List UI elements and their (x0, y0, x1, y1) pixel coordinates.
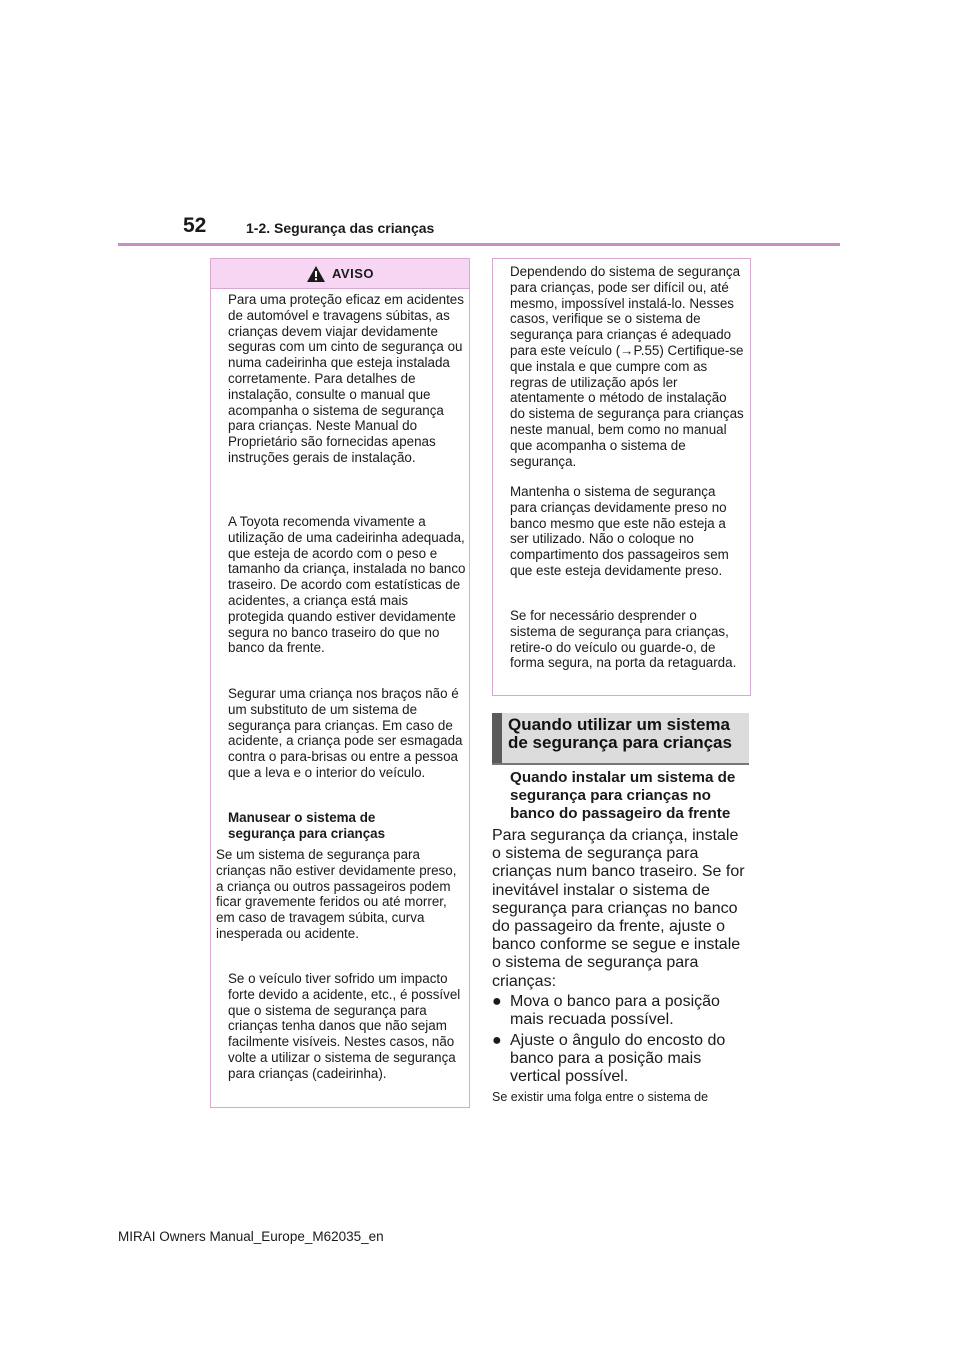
continuation-paragraph-3: Se for necessário desprender o sistema de segurança para crianças, retire-o do veículo ou guarde-o, de forma segura, na porta da retaguarda. (510, 608, 737, 671)
section-heading-rule (492, 763, 749, 765)
page-number: 52 (183, 214, 207, 237)
continuation-paragraph-2: Mantenha o sistema de segurança para crianças devidamente preso no banco mesmo que este não esteja a ser utilizado. Não o coloque no compartimento dos passageiros sem que este esteja devidamente preso. (510, 484, 729, 578)
warning-paragraph-2: A Toyota recomenda vivamente a utilização de uma cadeirinha adequada, que esteja de acordo com o peso e tamanho da criança, instalada no banco traseiro. De acordo com estatísticas de acidentes, a criança está mais protegida quando estiver devidamente segura no banco traseiro do que no banco da frente. (228, 514, 466, 656)
warning-paragraph-5: Se o veículo tiver sofrido um impacto forte devido a acidente, etc., é possível que o sistema de segurança para crianças tenha danos que não sejam facilmente visíveis. Nestes casos, não volte a utilizar o sistema de segurança para crianças (cadeirinha). (228, 971, 461, 1081)
warning-triangle-icon (306, 265, 326, 283)
warning-paragraph-4: Se um sistema de segurança para crianças não estiver devidamente preso, a criança ou outros passageiros podem ficar gravemente feridos ou até morrer, em caso de travagem súbita, curva inesperada ou acidente. (216, 847, 457, 941)
warning-subheading: Manusear o sistema de segurança para crianças (228, 810, 386, 841)
trailing-text: Se existir uma folga entre o sistema de (492, 1090, 709, 1104)
warning-paragraph-3: Segurar uma criança nos braços não é um substituto de um sistema de segurança para crianças. Em caso de acidente, a criança pode ser esmagada contra o para-brisas ou entre a pessoa que a leva e o interior do veículo. (228, 686, 463, 780)
warning-header (211, 259, 469, 289)
continuation-paragraph-1: Dependendo do sistema de segurança para crianças, pode ser difícil ou, até mesmo, impossível instalá-lo. Nesses casos, verifique se o sistema de segurança para crianças é adequado para este veículo (→P.55) Certifique-se que instala e que cumpre com as regras de utilização após ler atentamente o método de instalação do sistema de segurança para crianças neste manual, bem como no manual que acompanha o sistema de segurança. (510, 264, 744, 469)
bullet-text: Ajuste o ângulo do encosto do banco para a posição mais vertical possível. (510, 1032, 726, 1086)
section-heading: Quando utilizar um sistema de segurança para crianças (508, 715, 732, 752)
bullet-dot-icon: ● (492, 993, 502, 1010)
warning-paragraph-1: Para uma proteção eficaz em acidentes de automóvel e travagens súbitas, as crianças devem viajar devidamente seguras com um cinto de segurança ou numa cadeirinha que esteja instalada corretamente. Para detalhes de instalação, consulte o manual que acompanha o sistema de segurança para crianças. Neste Manual do Proprietário são fornecidas apenas instruções gerais de instalação. (228, 292, 464, 465)
section-title: 1-2. Segurança das crianças (246, 220, 435, 236)
body-paragraph: Para segurança da criança, instale o sistema de segurança para crianças num banco traseiro. Se for inevitável instalar o sistema de segurança para crianças no banco do passageiro da frente, ajuste o banco conforme se segue e instale o sistema de segurança para crianças: (492, 827, 745, 990)
section-heading-band (492, 713, 749, 763)
footer-text: MIRAI Owners Manual_Europe_M62035_en (118, 1229, 384, 1244)
bullet-dot-icon: ● (492, 1032, 502, 1049)
warning-title: AVISO (332, 266, 374, 281)
header-divider (118, 243, 840, 246)
sub-heading: Quando instalar um sistema de segurança para crianças no banco do passageiro da frente (510, 769, 736, 822)
bullet-text: Mova o banco para a posição mais recuada possível. (510, 993, 720, 1029)
